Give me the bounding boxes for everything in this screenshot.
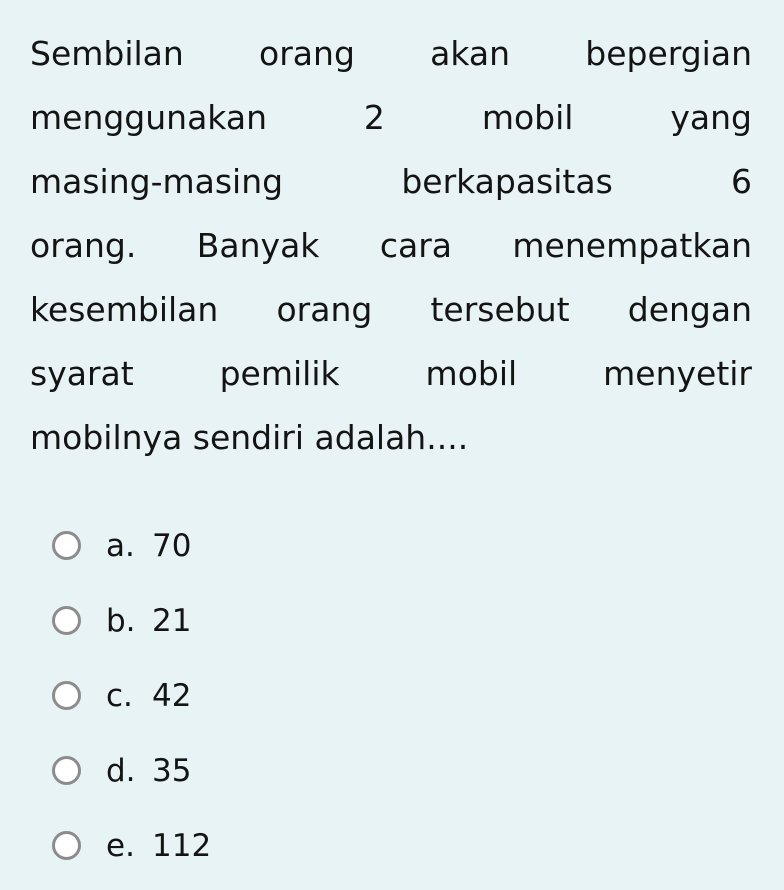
question-line: Sembilan orang akan bepergian [30, 34, 752, 73]
option-letter: d. [106, 752, 136, 789]
option-letter: b. [106, 602, 136, 639]
question-line: mobilnya sendiri adalah.... [30, 418, 469, 457]
question-line: orang. Banyak cara menempatkan [30, 226, 752, 265]
option-value: 35 [152, 752, 192, 789]
radio-button-c[interactable] [52, 681, 81, 710]
question-text [30, 22, 752, 470]
question-line: menggunakan 2 mobil yang [30, 98, 752, 137]
radio-button-b[interactable] [52, 606, 81, 635]
option-e[interactable] [52, 808, 652, 883]
radio-button-e[interactable] [52, 831, 81, 860]
answer-options [52, 508, 652, 883]
radio-button-d[interactable] [52, 756, 81, 785]
option-value: 42 [152, 677, 192, 714]
option-letter: a. [106, 527, 135, 564]
option-d[interactable] [52, 733, 652, 808]
radio-button-a[interactable] [52, 531, 81, 560]
option-value: 70 [152, 527, 192, 564]
option-value: 112 [152, 827, 212, 864]
option-a[interactable] [52, 508, 652, 583]
option-letter: c. [106, 677, 133, 714]
option-value: 21 [152, 602, 192, 639]
option-c[interactable] [52, 658, 652, 733]
question-line: masing-masing berkapasitas 6 [30, 162, 752, 201]
question-line: syarat pemilik mobil menyetir [30, 354, 752, 393]
question-line: kesembilan orang tersebut dengan [30, 290, 752, 329]
option-letter: e. [106, 827, 135, 864]
option-b[interactable] [52, 583, 652, 658]
